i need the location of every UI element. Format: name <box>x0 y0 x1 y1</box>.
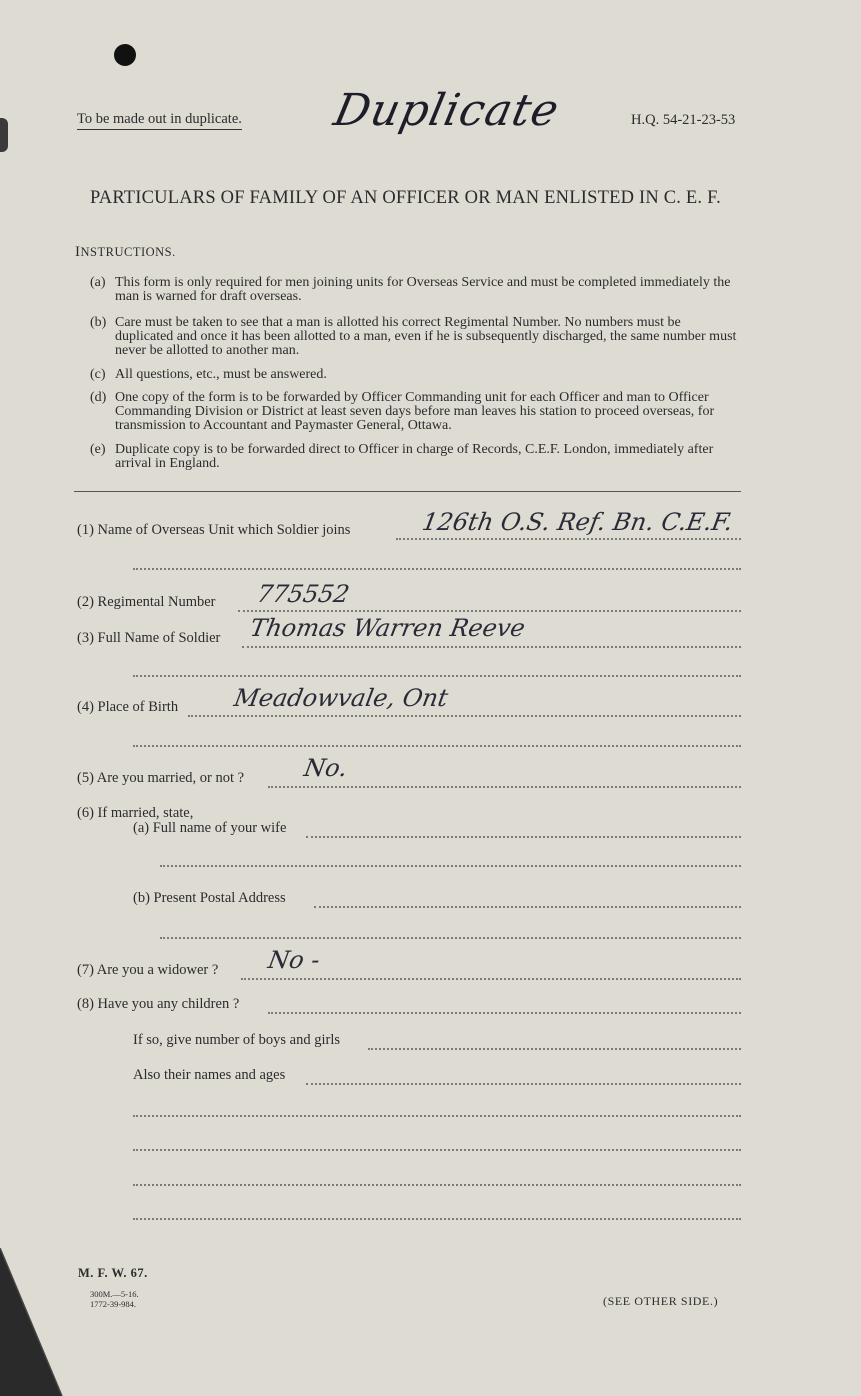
q8-label: (8) Have you any children ? <box>77 996 240 1012</box>
q7-label: (7) Are you a widower ? <box>77 962 219 978</box>
print-line-1: 300M.—5-16. <box>90 1289 139 1299</box>
instruction-e <box>90 443 742 471</box>
q1-continuation-line <box>133 568 741 570</box>
q8-boys-girls-line <box>368 1048 741 1050</box>
print-info <box>90 1289 139 1309</box>
instruction-c <box>90 368 742 382</box>
q7-answer-line <box>241 978 741 980</box>
q5-answer: No. <box>302 754 350 782</box>
q6a-answer-line <box>306 836 741 838</box>
q1-answer-line <box>396 538 741 540</box>
instruction-label: (a) <box>90 275 106 290</box>
q6b-answer-line <box>314 906 741 908</box>
q8-boys-girls-label: If so, give number of boys and girls <box>133 1032 340 1048</box>
instruction-text: One copy of the form is to be forwarded by Officer Commanding unit for each Officer and man to Officer Commanding Division or District at least seven days before man leaves his station to proceed overseas, for transmission to Accountant and Paymaster General, Ottawa. <box>115 390 715 433</box>
instruction-label: (b) <box>90 315 107 330</box>
instruction-label: (d) <box>90 390 107 405</box>
print-line-2: 1772-39-984. <box>90 1299 137 1309</box>
instructions-heading <box>75 244 176 261</box>
instructions-heading-cap: I <box>75 244 81 260</box>
instruction-text: This form is only required for men joining units for Overseas Service and must be completed immediately the man is warned for draft overseas. <box>115 275 731 304</box>
q3-answer: Thomas Warren Reeve <box>248 614 528 642</box>
handwritten-duplicate: Duplicate <box>329 85 564 136</box>
q6a-continuation-line <box>160 865 741 867</box>
q5-answer-line <box>268 786 741 788</box>
q8-names-line-3 <box>133 1149 741 1151</box>
folded-corner <box>0 1248 70 1396</box>
q4-answer-line <box>188 715 741 717</box>
q6b-continuation-line <box>160 937 741 939</box>
form-title: PARTICULARS OF FAMILY OF AN OFFICER OR MAN ENLISTED IN C. E. F. <box>90 188 721 208</box>
instruction-b <box>90 316 742 358</box>
q1-label: (1) Name of Overseas Unit which Soldier joins <box>77 522 351 538</box>
instruction-label: (e) <box>90 442 106 457</box>
q6a-label: (a) Full name of your wife <box>133 820 287 836</box>
q3-continuation-line <box>133 675 741 677</box>
q3-answer-line <box>242 646 741 648</box>
see-other-side: (SEE OTHER SIDE.) <box>603 1294 719 1308</box>
instruction-a <box>90 276 742 304</box>
form-code: M. F. W. 67. <box>78 1266 148 1280</box>
q6b-label: (b) Present Postal Address <box>133 890 286 906</box>
q1-answer: 126th O.S. Ref. Bn. C.E.F. <box>420 508 735 536</box>
instruction-label: (c) <box>90 367 106 382</box>
q4-continuation-line <box>133 745 741 747</box>
q8-names-line-5 <box>133 1218 741 1220</box>
instruction-text: Care must be taken to see that a man is allotted his correct Regimental Number. No numbers must be duplicated and once it has been allotted to a man, even if he is subsequently discharged, the same number must never be allotted to another man. <box>115 315 737 358</box>
q2-label: (2) Regimental Number <box>77 594 216 610</box>
q4-label: (4) Place of Birth <box>77 699 179 715</box>
hq-reference: H.Q. 54-21-23-53 <box>631 112 736 128</box>
duplicate-instruction: To be made out in duplicate. <box>77 111 242 130</box>
instructions-heading-rest: NSTRUCTIONS. <box>80 245 176 259</box>
q4-answer: Meadowvale, Ont <box>232 684 451 712</box>
instruction-text: All questions, etc., must be answered. <box>115 367 327 382</box>
q8-names-label: Also their names and ages <box>133 1067 286 1083</box>
punch-hole <box>114 44 136 66</box>
section-divider <box>74 491 741 492</box>
page-edge-mark <box>0 118 8 152</box>
instruction-d <box>90 391 742 433</box>
q2-answer-line <box>238 610 741 612</box>
q7-answer: No - <box>266 946 323 974</box>
q8-answer-line <box>268 1012 741 1014</box>
instruction-text: Duplicate copy is to be forwarded direct to Officer in charge of Records, C.E.F. London, immediately after arrival in England. <box>115 442 714 471</box>
q8-names-line-4 <box>133 1184 741 1186</box>
q6-label: (6) If married, state, <box>77 805 194 821</box>
q8-names-line <box>306 1083 741 1085</box>
q3-label: (3) Full Name of Soldier <box>77 630 221 646</box>
q2-answer: 775552 <box>255 580 352 608</box>
q5-label: (5) Are you married, or not ? <box>77 770 245 786</box>
q8-names-line-2 <box>133 1115 741 1117</box>
